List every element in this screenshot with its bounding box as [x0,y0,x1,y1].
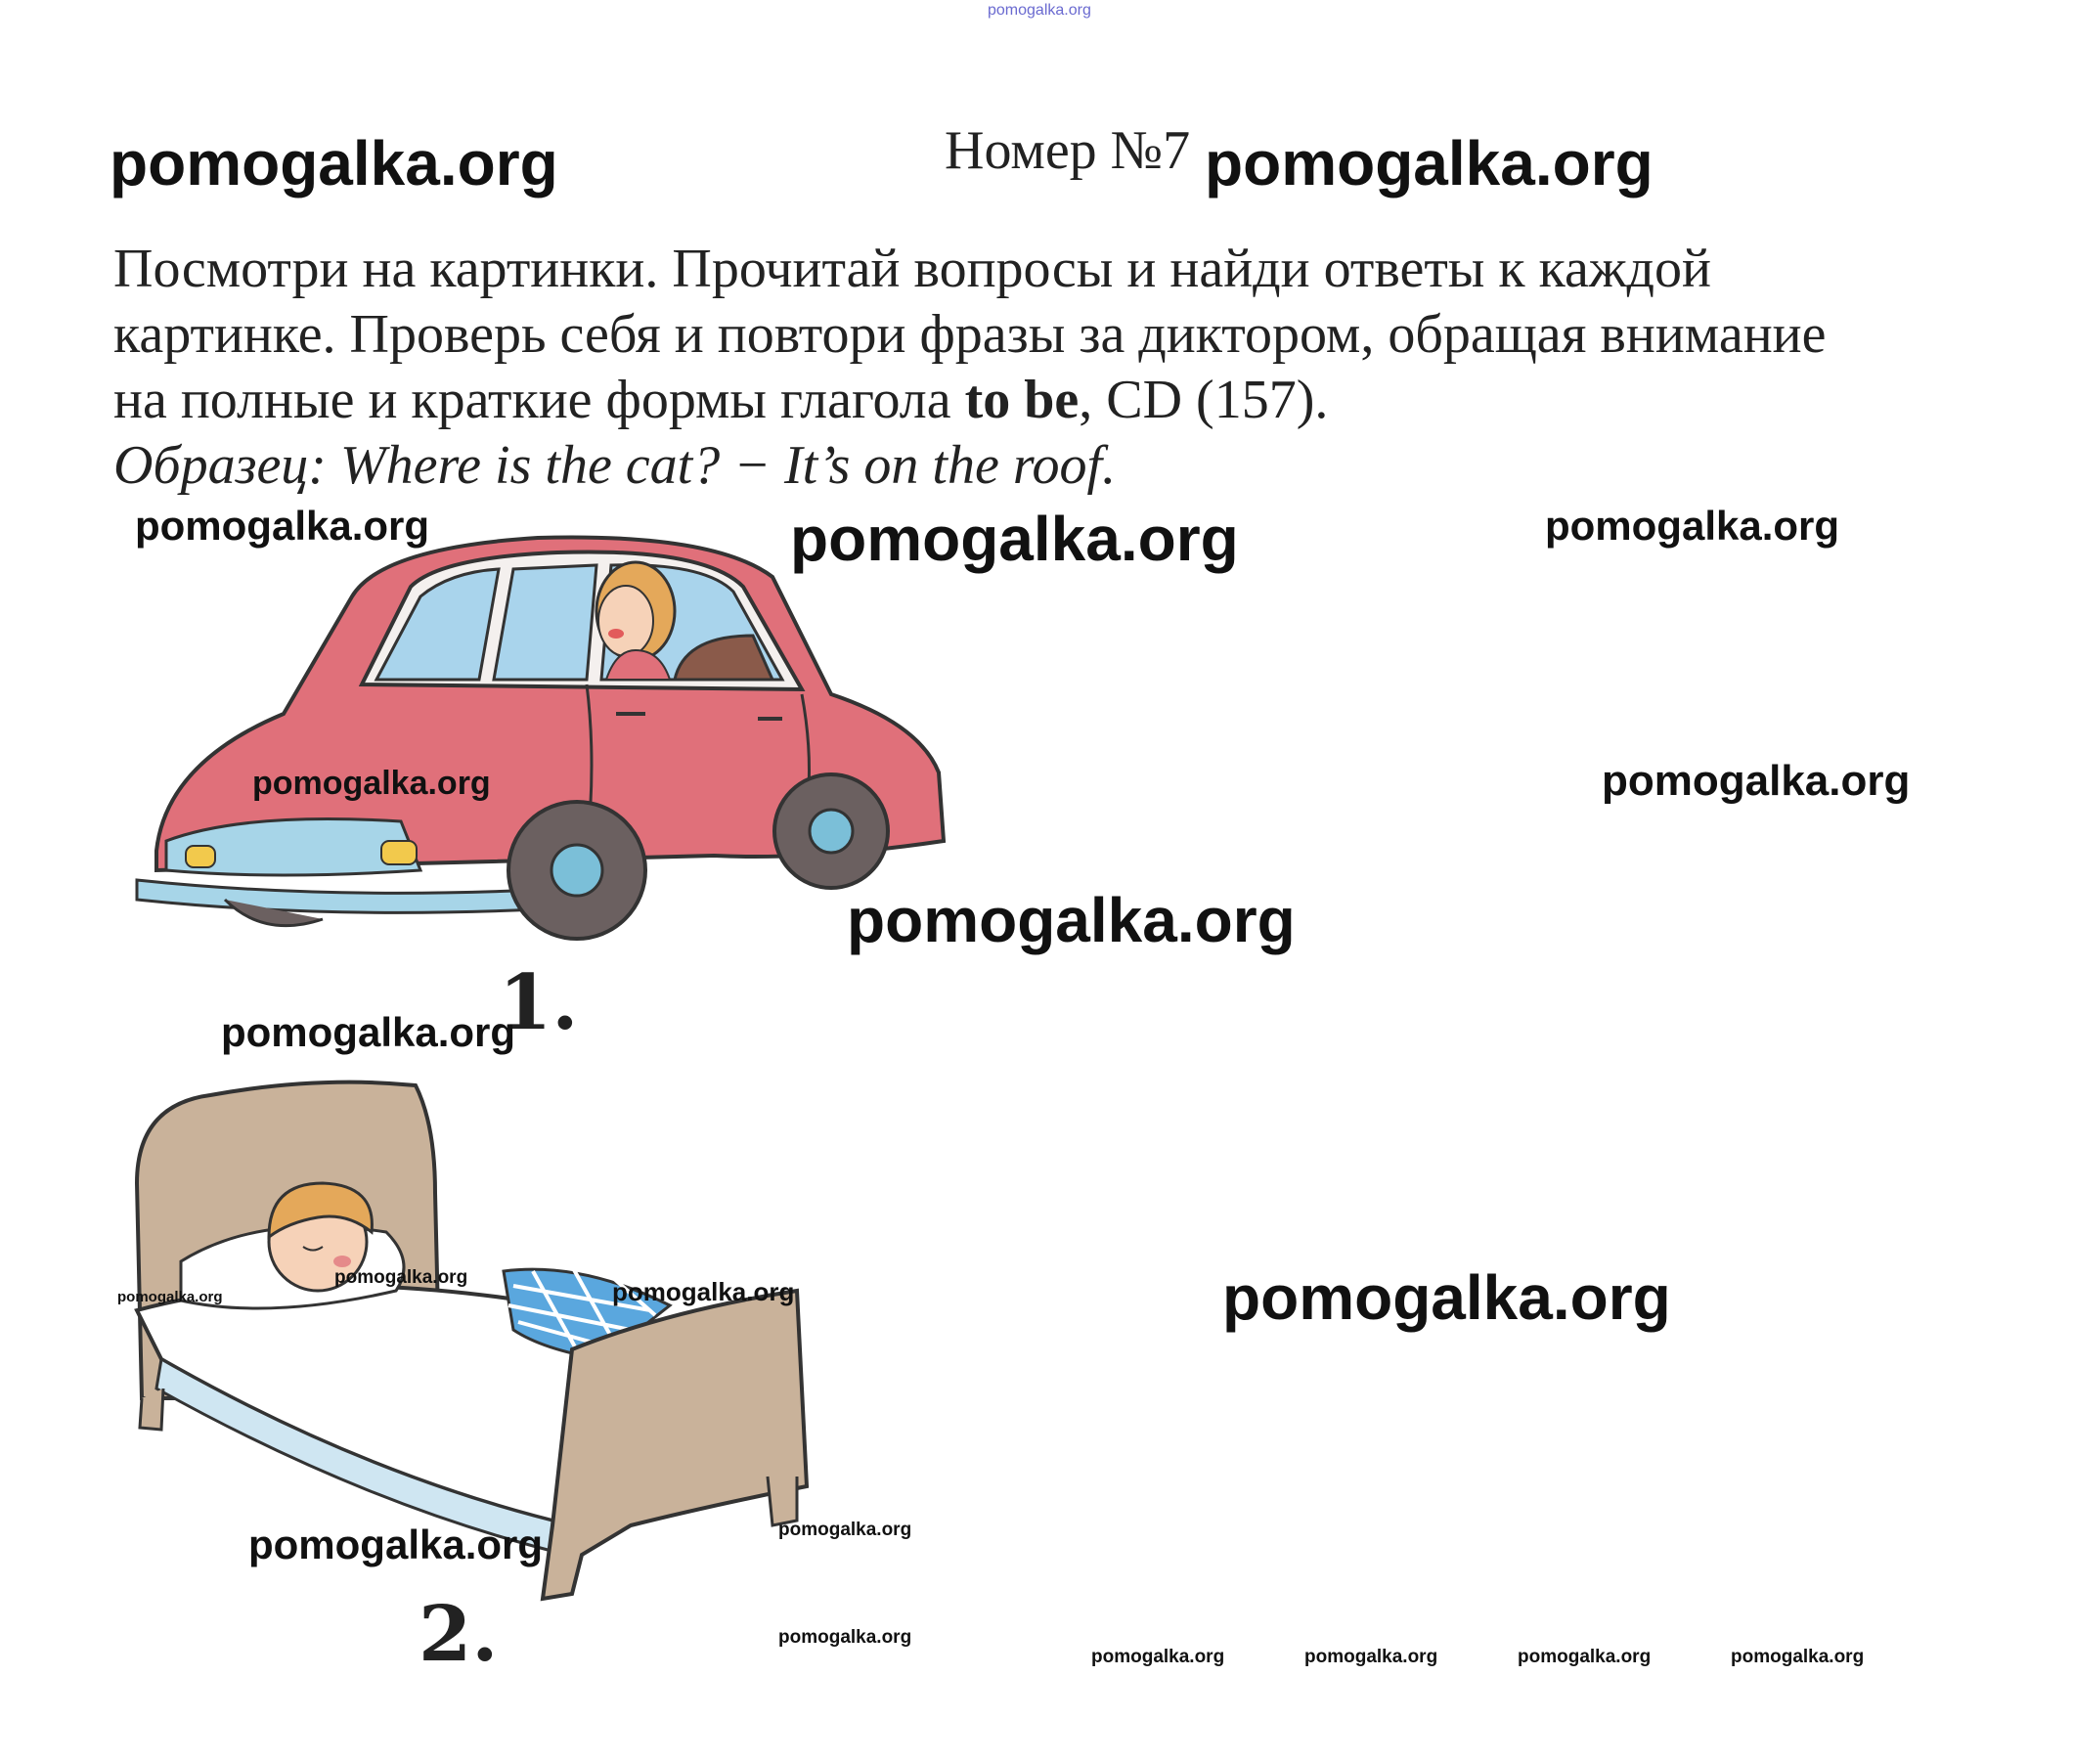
task-sample: Образец: Where is the cat? − It’s on the roof. [113,435,1117,496]
watermark: pomogalka.org [135,503,430,549]
watermark: pomogalka.org [1518,1647,1652,1667]
watermark: pomogalka.org [252,765,491,802]
watermark: pomogalka.org [790,504,1239,574]
watermark: pomogalka.org [612,1277,795,1306]
task-line-3-post: , CD (157). [1079,370,1329,430]
task-verb: to be [964,370,1080,430]
task-line-3-pre: на полные и краткие формы глагола [113,370,965,430]
task-text [113,237,1827,499]
watermark: pomogalka.org [334,1267,468,1288]
car-illustration [127,518,948,958]
page-title: Номер №7 [945,120,1191,181]
watermark: pomogalka.org [778,1520,912,1540]
watermark: pomogalka.org [1304,1647,1438,1667]
watermark: pomogalka.org [1731,1647,1865,1667]
watermark: pomogalka.org [1222,1262,1671,1333]
watermark: pomogalka.org [117,1289,223,1305]
task-line-2: картинке. Проверь себя и повтори фразы за диктором, обращая внимание [113,304,1827,365]
watermark: pomogalka.org [1545,503,1840,549]
watermark: pomogalka.org [847,885,1296,955]
watermark: pomogalka.org [778,1627,912,1648]
picture-number-1: 1. [499,958,579,1047]
task-line-3 [113,368,1827,433]
picture-number-2: 2. [419,1590,499,1679]
watermark-header-right: pomogalka.org [1205,128,1654,198]
task-line-1: Посмотри на картинки. Прочитай вопросы и найди ответы к каждой [113,239,1712,299]
watermark: pomogalka.org [1602,757,1911,805]
watermark: pomogalka.org [1091,1647,1225,1667]
watermark-header-left: pomogalka.org [110,128,558,198]
watermark: pomogalka.org [248,1521,544,1567]
watermark: pomogalka.org [221,1009,516,1055]
top-watermark: pomogalka.org [988,2,1091,19]
